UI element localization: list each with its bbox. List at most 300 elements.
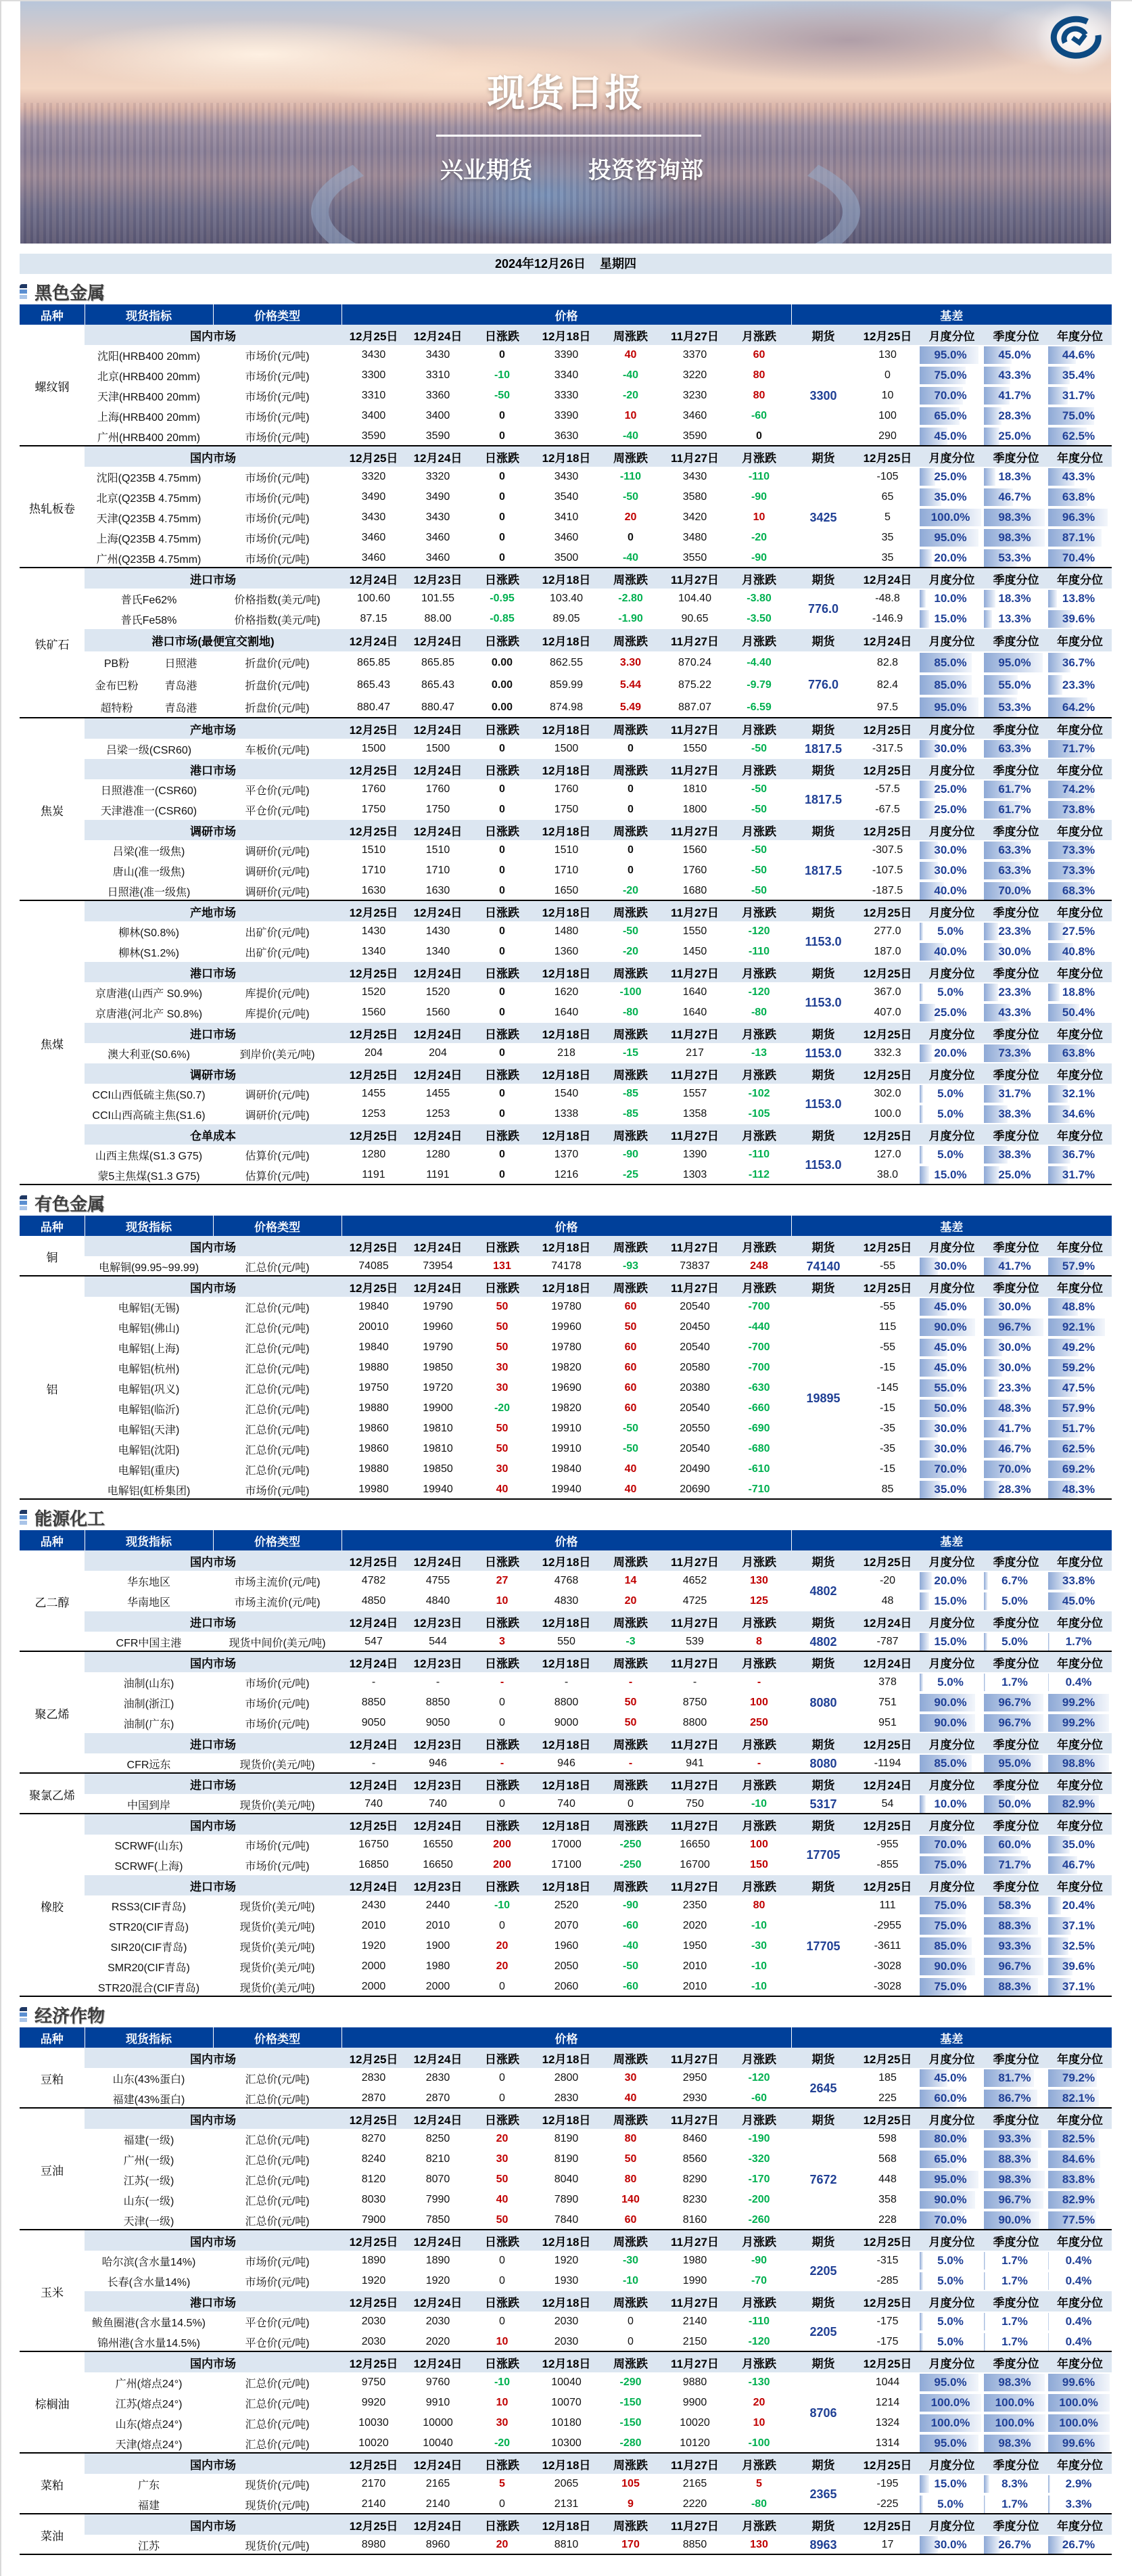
price-previous: 3400 xyxy=(425,410,450,421)
month-change: -30 xyxy=(751,1940,768,1952)
col-pct-m: 月度分位 xyxy=(920,962,984,982)
price-type: 市场价(元/吨) xyxy=(245,1698,310,1710)
col-month-date: 11月27日 xyxy=(663,1875,727,1895)
month-change: -105 xyxy=(748,1108,770,1120)
market-label: 国内市场 xyxy=(85,2230,341,2251)
percentile-bar xyxy=(1048,675,1062,695)
pct-monthly: 30.0% xyxy=(934,1442,967,1455)
col-date-current: 12月24日 xyxy=(341,568,406,589)
pct-quarterly-cell xyxy=(984,2129,1048,2149)
variety-block xyxy=(20,446,1112,568)
price-week-ago: 3630 xyxy=(534,426,598,446)
col-month-date: 11月27日 xyxy=(663,1611,727,1632)
day-change: 0 xyxy=(470,548,534,568)
spot-price-table xyxy=(20,2027,1112,2555)
col-basis-date: 12月25日 xyxy=(855,759,920,779)
spot-name: 电解铝(临沂) xyxy=(118,1404,180,1416)
col-month-date: 11月27日 xyxy=(663,2109,727,2129)
month-change: -4.40 xyxy=(747,656,772,668)
week-change: 5.44 xyxy=(619,678,642,691)
col-week-chg: 周涨跌 xyxy=(598,2352,663,2372)
pct-yearly: 0.4% xyxy=(1065,2315,1092,2328)
col-day-chg: 日涨跌 xyxy=(470,2230,534,2251)
spot-name: 油制(广东) xyxy=(123,1718,174,1730)
pct-monthly: 5.0% xyxy=(937,986,964,998)
price-current: 3320 xyxy=(361,471,386,482)
pct-quarterly: 1.7% xyxy=(1001,2274,1028,2287)
price-week-ago: 740 xyxy=(534,1794,598,1814)
spot-name: 中国到岸 xyxy=(85,1794,213,1814)
price-current: 880.47 xyxy=(341,696,406,718)
pct-monthly: 25.0% xyxy=(934,470,967,483)
pct-monthly: 100.0% xyxy=(930,2416,970,2429)
section-title-text: 能源化工 xyxy=(34,1509,105,1529)
col-week-date: 12月18日 xyxy=(534,2454,598,2474)
pct-yearly: 36.7% xyxy=(1062,656,1095,669)
futures-price: 4802 xyxy=(809,1584,837,1598)
month-change: -50 xyxy=(751,865,768,876)
market-header-row xyxy=(20,1814,1112,1835)
pct-monthly-cell xyxy=(920,2149,984,2169)
pct-monthly: 15.0% xyxy=(934,612,967,625)
spot-name: 吕梁(准一级焦) xyxy=(112,846,185,858)
percentile-bar xyxy=(920,2496,923,2513)
month-change: -710 xyxy=(727,1479,791,1500)
pct-quarterly: 25.0% xyxy=(998,430,1031,442)
pct-quarterly: 30.0% xyxy=(998,1361,1031,1374)
pct-monthly: 75.0% xyxy=(934,1919,967,1932)
basis-value: 97.5 xyxy=(855,696,920,718)
pct-quarterly-cell xyxy=(984,840,1048,860)
day-change: 200 xyxy=(493,1859,511,1870)
pct-quarterly-cell xyxy=(984,1936,1048,1956)
day-change: 0 xyxy=(470,2494,534,2514)
col-month-chg: 月涨跌 xyxy=(727,629,791,651)
futures-price: 1817.5 xyxy=(804,741,843,756)
pct-yearly-cell xyxy=(1048,982,1112,1003)
market-header-row xyxy=(20,1276,1112,1297)
pct-monthly: 45.0% xyxy=(934,2071,967,2084)
price-previous: 7990 xyxy=(425,2194,450,2205)
table-row xyxy=(20,548,1112,568)
price-month-ago: 20540 xyxy=(680,1341,710,1353)
market-header-row xyxy=(20,2514,1112,2535)
price-current: 1340 xyxy=(361,946,386,957)
pct-monthly: 30.0% xyxy=(934,2538,967,2551)
market-header-row xyxy=(20,1550,1112,1571)
basis-value: -187.5 xyxy=(855,881,920,901)
spot-name: 山东(43%蛋白) xyxy=(112,2073,185,2086)
pct-monthly: 70.0% xyxy=(934,2213,967,2226)
price-week-ago: 859.99 xyxy=(550,678,583,691)
col-month-date: 11月27日 xyxy=(663,446,727,467)
basis-value: -15 xyxy=(879,1463,896,1475)
pct-yearly: 20.4% xyxy=(1062,1899,1095,1912)
price-current: 8240 xyxy=(361,2153,386,2165)
col-basis-date: 12月25日 xyxy=(855,1276,920,1297)
price-week-ago: 4830 xyxy=(554,1595,579,1607)
week-change: 40 xyxy=(598,2088,663,2109)
spot-name: 福建(一级) xyxy=(123,2134,174,2146)
price-previous: 3460 xyxy=(406,548,470,568)
pct-quarterly: 93.3% xyxy=(998,1939,1031,1952)
price-type: 出矿价(元/吨) xyxy=(245,947,310,959)
variety-block xyxy=(20,901,1112,1185)
pct-yearly: 51.7% xyxy=(1062,1422,1095,1435)
price-previous: 3320 xyxy=(425,471,450,482)
pct-yearly: 98.8% xyxy=(1062,1757,1095,1770)
pct-quarterly-cell xyxy=(984,1459,1048,1479)
market-label: 港口市场 xyxy=(85,962,341,982)
pct-monthly-cell xyxy=(920,467,984,487)
pct-monthly-cell xyxy=(920,840,984,860)
price-previous: 946 xyxy=(406,1753,470,1774)
pct-yearly-cell xyxy=(1048,840,1112,860)
report-banner xyxy=(20,1,1111,244)
basis-value: 38.0 xyxy=(855,1165,920,1185)
price-previous: 19810 xyxy=(423,1423,453,1434)
col-month-date: 11月27日 xyxy=(663,2454,727,2474)
pct-yearly-cell xyxy=(1048,467,1112,487)
pct-quarterly: 45.0% xyxy=(998,348,1031,361)
pct-monthly: 70.0% xyxy=(934,1838,967,1851)
price-month-ago: 20380 xyxy=(680,1382,710,1394)
col-futures: 期货 xyxy=(791,2514,855,2535)
percentile-bar xyxy=(920,781,935,798)
price-type: 市场价(元/吨) xyxy=(245,472,310,484)
col-futures: 期货 xyxy=(791,1124,855,1145)
week-change: -20 xyxy=(598,881,663,901)
col-month-date: 11月27日 xyxy=(663,759,727,779)
price-current: 1280 xyxy=(361,1149,386,1160)
price-type: 现货价(美元/吨) xyxy=(213,1977,341,1997)
pct-quarterly: 31.7% xyxy=(998,1087,1031,1100)
col-pct-q: 季度分位 xyxy=(984,1814,1048,1835)
table-row xyxy=(20,2535,1112,2555)
col-basis-date: 12月25日 xyxy=(855,901,920,921)
price-previous: 1191 xyxy=(406,1165,470,1185)
pct-monthly-cell xyxy=(920,1003,984,1023)
pct-yearly: 3.3% xyxy=(1065,2498,1092,2510)
col-date-previous: 12月23日 xyxy=(406,1652,470,1672)
price-previous: 1510 xyxy=(425,844,450,856)
basis-value: 85 xyxy=(855,1479,920,1500)
table-row xyxy=(20,1459,1112,1479)
pct-monthly-cell xyxy=(920,696,984,718)
pct-monthly-cell xyxy=(920,1855,984,1875)
price-current: 8850 xyxy=(361,1697,386,1708)
col-date-previous: 12月24日 xyxy=(406,2352,470,2372)
header-price: 价格 xyxy=(341,1530,791,1550)
col-week-chg: 周涨跌 xyxy=(598,2048,663,2068)
price-previous: 1455 xyxy=(425,1088,450,1099)
futures-price: 8706 xyxy=(791,2372,855,2454)
price-previous: 1253 xyxy=(425,1108,450,1120)
pct-quarterly-cell xyxy=(984,2251,1048,2271)
price-week-ago: 1216 xyxy=(534,1165,598,1185)
basis-value: -195 xyxy=(876,2478,899,2489)
price-month-ago: 3460 xyxy=(682,410,707,421)
report-title: 现货日报 xyxy=(487,72,644,114)
pct-yearly: 100.0% xyxy=(1059,2396,1098,2409)
pct-monthly: 95.0% xyxy=(934,2173,967,2186)
pct-monthly-cell xyxy=(920,1672,984,1693)
pct-yearly: 73.3% xyxy=(1062,864,1095,877)
price-previous: 1560 xyxy=(425,1007,450,1018)
basis-value: -55 xyxy=(879,1341,896,1353)
table-row xyxy=(20,1479,1112,1500)
table-row xyxy=(20,1256,1112,1276)
pct-quarterly: 96.7% xyxy=(998,1320,1031,1333)
basis-value: 1214 xyxy=(875,2397,900,2408)
pct-quarterly: 58.3% xyxy=(998,1899,1031,1912)
day-change: 0 xyxy=(499,865,505,876)
day-change: 0 xyxy=(470,426,534,446)
col-pct-m: 月度分位 xyxy=(920,1063,984,1084)
basis-value: 5 xyxy=(885,511,891,523)
spot-name: 福建(43%蛋白) xyxy=(85,2088,213,2109)
pct-yearly: 36.7% xyxy=(1062,1148,1095,1161)
basis-value: 367.0 xyxy=(874,986,901,998)
pct-yearly-cell xyxy=(1048,1256,1112,1276)
week-change: -50 xyxy=(622,925,639,937)
price-week-ago: 1500 xyxy=(554,743,579,754)
price-type: 车板价(元/吨) xyxy=(245,744,310,756)
header-basis: 基差 xyxy=(791,304,1112,325)
col-pct-m: 月度分位 xyxy=(920,2514,984,2535)
price-current: 2000 xyxy=(361,1960,386,1972)
pct-yearly: 71.7% xyxy=(1062,742,1095,755)
day-change: 50 xyxy=(496,1341,509,1353)
month-change: -50 xyxy=(727,881,791,901)
price-type: 汇总价(元/吨) xyxy=(213,2210,341,2230)
spot-name: 华东地区 xyxy=(126,1576,170,1588)
col-pct-m: 月度分位 xyxy=(920,2291,984,2312)
col-month-chg: 月涨跌 xyxy=(727,1550,791,1571)
table-row xyxy=(20,1571,1112,1591)
pct-yearly-cell xyxy=(1048,1794,1112,1814)
col-week-chg: 周涨跌 xyxy=(598,1733,663,1753)
price-month-ago: 20540 xyxy=(680,1402,710,1414)
pct-monthly-cell xyxy=(920,1916,984,1936)
market-header-row xyxy=(20,568,1112,589)
market-label: 进口市场 xyxy=(85,1774,341,1794)
col-basis-date: 12月25日 xyxy=(855,2230,920,2251)
col-pct-q: 季度分位 xyxy=(984,1611,1048,1632)
pct-yearly-cell xyxy=(1048,1835,1112,1855)
col-pct-m: 月度分位 xyxy=(920,1276,984,1297)
pct-monthly-cell xyxy=(920,2129,984,2149)
col-month-chg: 月涨跌 xyxy=(727,2109,791,2129)
pct-yearly: 96.3% xyxy=(1062,511,1095,524)
variety-block xyxy=(20,2454,1112,2514)
col-week-date: 12月18日 xyxy=(534,1550,598,1571)
basis-value: 1314 xyxy=(855,2433,920,2454)
week-change: -250 xyxy=(619,1859,642,1870)
table-row xyxy=(20,1835,1112,1855)
section-title xyxy=(20,1185,1112,1216)
price-current: 8270 xyxy=(361,2133,386,2144)
price-month-ago: 2950 xyxy=(682,2072,707,2084)
pct-monthly: 85.0% xyxy=(934,656,967,669)
spot-name: 普氏Fe62% xyxy=(120,594,177,606)
pct-quarterly: 90.0% xyxy=(998,2213,1031,2226)
col-day-chg: 日涨跌 xyxy=(470,1814,534,1835)
report-weekday: 星期四 xyxy=(600,257,637,271)
basis-value: 0 xyxy=(885,369,891,381)
col-pct-m: 月度分位 xyxy=(920,2454,984,2474)
pct-yearly: 99.2% xyxy=(1062,1696,1095,1709)
pct-yearly: 37.1% xyxy=(1062,1980,1095,1993)
price-type: 市场价(元/吨) xyxy=(213,426,341,446)
price-type: 调研价(元/吨) xyxy=(213,881,341,901)
variety-name: 焦煤 xyxy=(20,901,85,1185)
col-basis-date: 12月25日 xyxy=(855,820,920,840)
col-month-chg: 月涨跌 xyxy=(727,325,791,345)
page-left-rule xyxy=(0,0,1,2576)
market-label: 仓单成本 xyxy=(85,1124,341,1145)
price-week-ago: 7890 xyxy=(554,2194,579,2205)
futures-price: 7672 xyxy=(791,2129,855,2230)
market-header-row xyxy=(20,1063,1112,1084)
col-futures: 期货 xyxy=(791,1023,855,1043)
basis-value: -2955 xyxy=(874,1920,901,1931)
pct-quarterly-cell xyxy=(984,589,1048,609)
pct-quarterly-cell xyxy=(984,1398,1048,1419)
col-month-date: 11月27日 xyxy=(663,1733,727,1753)
month-change: -10 xyxy=(727,1794,791,1814)
percentile-bar xyxy=(920,1166,929,1184)
pct-yearly-cell xyxy=(1048,1753,1112,1774)
price-week-ago: 19910 xyxy=(551,1423,582,1434)
table-row xyxy=(20,2494,1112,2514)
col-basis-date: 12月25日 xyxy=(855,1875,920,1895)
col-pct-y: 年度分位 xyxy=(1048,1124,1112,1145)
col-day-chg: 日涨跌 xyxy=(470,2454,534,2474)
basis-value: 568 xyxy=(878,2153,897,2165)
day-change: -10 xyxy=(494,2376,511,2388)
pct-quarterly-cell xyxy=(984,2413,1048,2433)
price-previous: 3460 xyxy=(425,532,450,543)
month-change: -440 xyxy=(748,1321,770,1333)
col-week-date: 12月18日 xyxy=(534,718,598,739)
pct-yearly: 99.6% xyxy=(1062,2376,1095,2389)
basis-value: -145 xyxy=(876,1382,899,1394)
variety-name: 焦炭 xyxy=(20,718,85,901)
col-basis-date: 12月25日 xyxy=(855,1733,920,1753)
price-week-ago: 3390 xyxy=(554,410,579,421)
col-futures: 期货 xyxy=(791,629,855,651)
pct-yearly: 59.2% xyxy=(1062,1361,1095,1374)
pct-yearly: 83.8% xyxy=(1062,2173,1095,2186)
week-change: 0 xyxy=(628,2316,634,2327)
pct-yearly-cell xyxy=(1048,800,1112,820)
price-type: 现货价(美元/吨) xyxy=(239,1941,315,1954)
col-week-date: 12月18日 xyxy=(534,325,598,345)
col-pct-m: 月度分位 xyxy=(920,1023,984,1043)
price-month-ago: 16700 xyxy=(680,1859,710,1870)
price-previous: 19810 xyxy=(423,1443,453,1454)
pct-yearly: 33.8% xyxy=(1062,1574,1095,1587)
table-row xyxy=(20,2210,1112,2230)
col-month-chg: 月涨跌 xyxy=(727,1611,791,1632)
week-change: 0 xyxy=(628,865,634,876)
price-week-ago: 2060 xyxy=(534,1977,598,1997)
month-change: -50 xyxy=(751,743,768,754)
pct-yearly-cell xyxy=(1048,1591,1112,1611)
pct-monthly: 75.0% xyxy=(934,369,967,382)
col-week-date: 12月18日 xyxy=(534,2514,598,2535)
pct-quarterly: 1.7% xyxy=(1001,2254,1028,2267)
percentile-bar xyxy=(1048,590,1057,607)
month-change: 80 xyxy=(753,1900,765,1911)
price-current: 865.43 xyxy=(357,678,390,691)
price-week-ago: 8190 xyxy=(554,2133,579,2144)
price-week-ago: 2030 xyxy=(534,2332,598,2352)
price-current: 3490 xyxy=(361,491,386,503)
week-change: -90 xyxy=(622,1900,639,1911)
pct-yearly-cell xyxy=(1048,2149,1112,2169)
col-pct-q: 季度分位 xyxy=(984,901,1048,921)
price-month-ago: 9900 xyxy=(682,2397,707,2408)
col-day-chg: 日涨跌 xyxy=(470,1236,534,1256)
pct-yearly-cell xyxy=(1048,1936,1112,1956)
table-row xyxy=(20,1104,1112,1124)
price-current: 74085 xyxy=(341,1256,406,1276)
col-pct-y: 年度分位 xyxy=(1048,2291,1112,2312)
day-change: 0 xyxy=(499,471,505,482)
col-pct-m: 月度分位 xyxy=(920,1875,984,1895)
col-date-current: 12月25日 xyxy=(341,1124,406,1145)
col-date-previous: 12月24日 xyxy=(406,2291,470,2312)
table-row xyxy=(20,2251,1112,2271)
col-month-date: 11月27日 xyxy=(663,820,727,840)
day-change: - xyxy=(500,1676,504,1688)
price-type: 汇总价(元/吨) xyxy=(245,1404,310,1416)
price-current: 1191 xyxy=(341,1165,406,1185)
pct-quarterly: 53.3% xyxy=(998,701,1031,714)
basis-value: 751 xyxy=(878,1697,897,1708)
day-change: 0 xyxy=(499,511,505,523)
pct-yearly: 31.7% xyxy=(1062,389,1095,402)
price-previous: 73954 xyxy=(406,1256,470,1276)
pct-quarterly: 18.3% xyxy=(998,592,1031,605)
price-current: 9050 xyxy=(361,1717,386,1728)
section-3 xyxy=(20,1997,1112,2555)
variety-block xyxy=(20,718,1112,901)
price-type: 汇总价(元/吨) xyxy=(245,1302,310,1314)
pct-monthly-cell xyxy=(920,1317,984,1337)
price-type: 折盘价(元/吨) xyxy=(245,658,310,670)
pct-yearly-cell xyxy=(1048,1632,1112,1652)
pct-yearly: 99.6% xyxy=(1062,2437,1095,2450)
pct-yearly: 73.8% xyxy=(1062,803,1095,816)
price-month-ago: 3220 xyxy=(682,369,707,381)
col-day-chg: 日涨跌 xyxy=(470,718,534,739)
price-month-ago: 2010 xyxy=(663,1977,727,1997)
price-type: 市场价(元/吨) xyxy=(245,391,310,403)
price-week-ago: 3430 xyxy=(554,471,579,482)
table-row xyxy=(20,609,1112,629)
pct-quarterly-cell xyxy=(984,2372,1048,2393)
basis-value: -315 xyxy=(876,2255,899,2266)
price-month-ago: 10020 xyxy=(680,2417,710,2429)
price-type: 市场价(元/吨) xyxy=(245,1840,310,1852)
pct-monthly: 5.0% xyxy=(937,1148,964,1161)
header-basis: 基差 xyxy=(791,1530,1112,1550)
price-current: 1920 xyxy=(361,1940,386,1952)
day-change: 131 xyxy=(470,1256,534,1276)
